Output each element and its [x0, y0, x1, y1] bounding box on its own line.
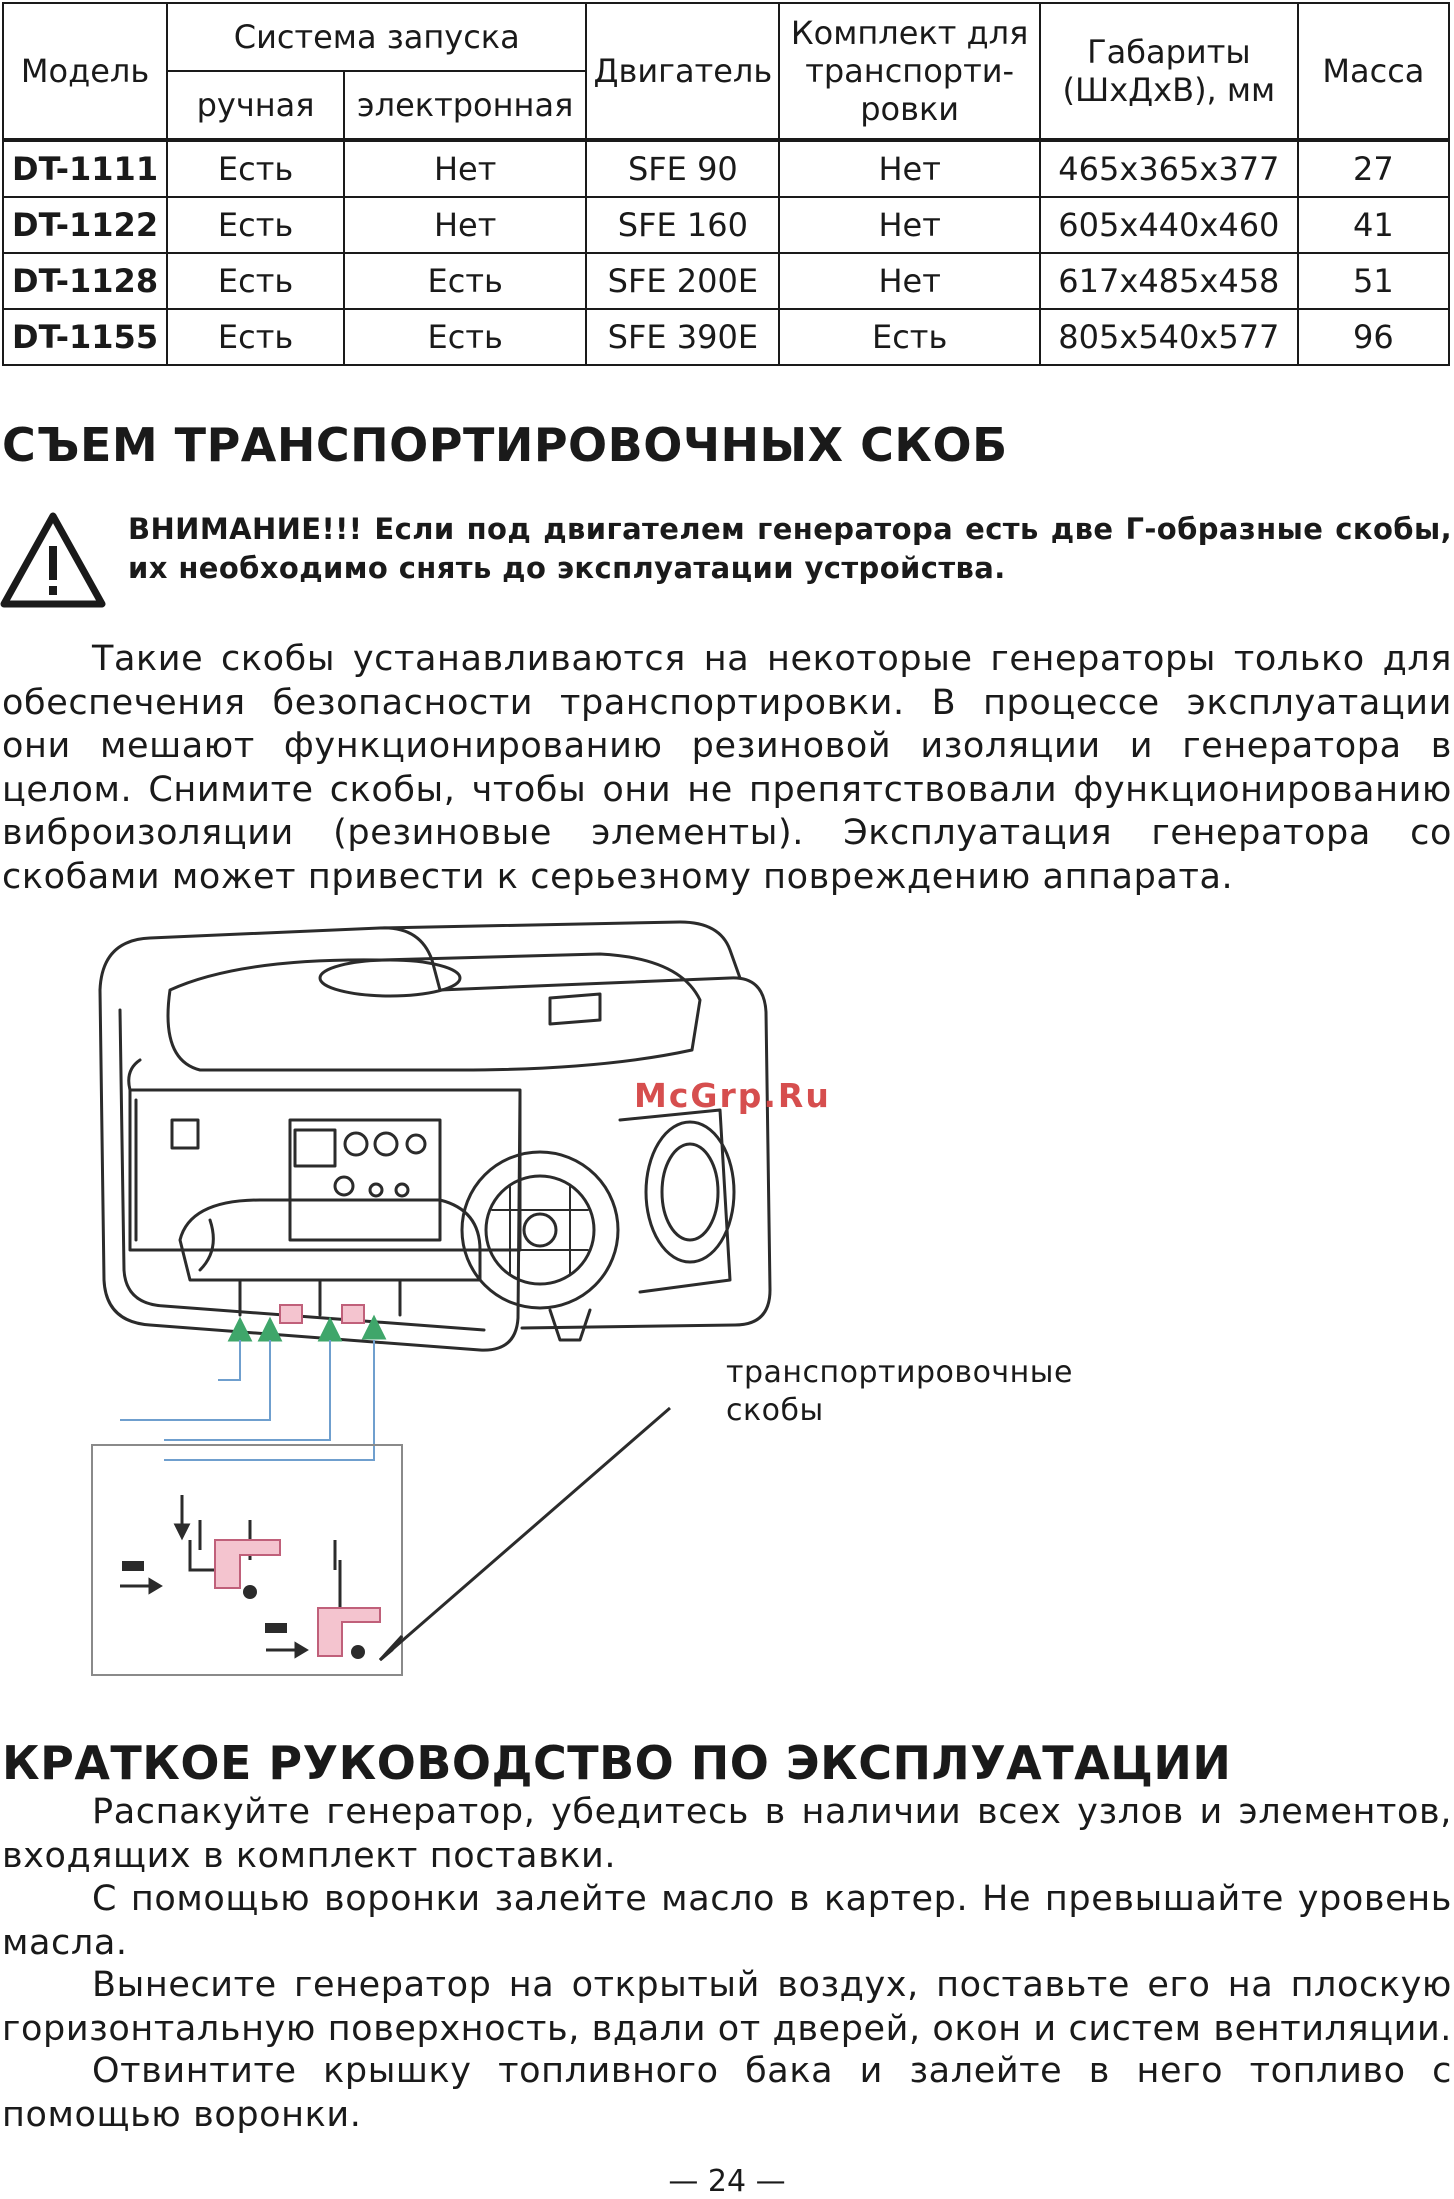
header-model: Модель — [3, 3, 167, 140]
generator-drawing — [80, 920, 1060, 1700]
warning-text: ВНИМАНИЕ!!! Если под двигателем генератора есть две Г-образные скобы, их необходимо снять до эксплуатации устройства. — [128, 512, 1452, 585]
cell-manual: Есть — [167, 309, 344, 365]
header-manual: ручная — [167, 71, 344, 140]
guide-paragraph-3 — [2, 1964, 1452, 2051]
cell-model: DT-1128 — [3, 253, 167, 309]
section-title-quick-guide: КРАТКОЕ РУКОВОДСТВО ПО ЭКСПЛУАТАЦИИ — [2, 1736, 1232, 1790]
cell-electronic: Есть — [344, 309, 586, 365]
warning-block — [0, 510, 1454, 615]
guide-paragraph-2-text: С помощью воронки залейте масло в картер. Не превышайте уровень масла. — [2, 1879, 1452, 1963]
figure-caption-line1: транспортировочные — [726, 1355, 1073, 1390]
table-header-row — [3, 3, 1449, 71]
header-transport-kit — [779, 3, 1040, 140]
cell-manual: Есть — [167, 140, 344, 197]
table-row — [3, 309, 1449, 365]
header-start-system: Система запуска — [167, 3, 586, 71]
header-dimensions — [1040, 3, 1298, 140]
cell-engine: SFE 390E — [586, 309, 779, 365]
cell-transport-kit: Есть — [779, 309, 1040, 365]
cell-dimensions: 605x440x460 — [1040, 197, 1298, 253]
cell-electronic: Нет — [344, 140, 586, 197]
table-row — [3, 197, 1449, 253]
cell-mass: 51 — [1298, 253, 1449, 309]
figure-caption-line2: скобы — [726, 1393, 824, 1428]
header-dimensions-line2: (ШхДхВ), мм — [1062, 71, 1276, 109]
cell-engine: SFE 200E — [586, 253, 779, 309]
guide-paragraph-1-text: Распакуйте генератор, убедитесь в наличии всех узлов и элементов, входящих в комплект поставки. — [2, 1792, 1452, 1876]
bracket-paragraph-text: Такие скобы устанавливаются на некоторые генераторы только для обеспечения безопасности транспортировки. В процессе эксплуатации они мешают функционированию резиновой изоляции и генератора в целом. Снимите скобы, чтобы они не препятствовали функционированию виброизоляции (резиновые элементы). Эксплуатация генератора со скобами может привести к серьезному повреждению аппарата. — [2, 639, 1452, 897]
bracket-parts — [215, 1540, 380, 1656]
cell-dimensions: 465x365x377 — [1040, 140, 1298, 197]
warning-triangle-icon — [0, 510, 106, 610]
cell-model: DT-1122 — [3, 197, 167, 253]
cell-manual: Есть — [167, 253, 344, 309]
table-row — [3, 253, 1449, 309]
header-transport-kit-line3: ровки — [860, 90, 960, 128]
table-row — [3, 140, 1449, 197]
cell-electronic: Нет — [344, 197, 586, 253]
cell-dimensions: 617x485x458 — [1040, 253, 1298, 309]
header-transport-kit-line2: транспорти- — [805, 52, 1015, 90]
cell-engine: SFE 160 — [586, 197, 779, 253]
cell-dimensions: 805x540x577 — [1040, 309, 1298, 365]
header-transport-kit-line1: Комплект для — [790, 14, 1029, 52]
header-mass: Масса — [1298, 3, 1449, 140]
cell-transport-kit: Нет — [779, 253, 1040, 309]
guide-paragraph-2 — [2, 1878, 1452, 1965]
cell-model: DT-1111 — [3, 140, 167, 197]
bracket-inset-box — [92, 1445, 402, 1675]
guide-paragraph-4-text: Отвинтите крышку топливного бака и залейте в него топливо с помощью воронки. — [2, 2051, 1452, 2135]
watermark-text: McGrp.Ru — [634, 1076, 831, 1115]
guide-paragraph-1 — [2, 1791, 1452, 1878]
guide-paragraph-3-text: Вынесите генератор на открытый воздух, поставьте его на плоскую горизонтальную поверхность, вдали от дверей, окон и систем вентиляции. — [2, 1965, 1453, 2049]
cell-mass: 96 — [1298, 309, 1449, 365]
cell-mass: 27 — [1298, 140, 1449, 197]
header-electronic: электронная — [344, 71, 586, 140]
cell-manual: Есть — [167, 197, 344, 253]
cell-mass: 41 — [1298, 197, 1449, 253]
spec-table — [2, 2, 1450, 366]
cell-model: DT-1155 — [3, 309, 167, 365]
cell-electronic: Есть — [344, 253, 586, 309]
figure-caption — [726, 1354, 1073, 1430]
cell-engine: SFE 90 — [586, 140, 779, 197]
cell-transport-kit: Нет — [779, 140, 1040, 197]
generator-illustration — [80, 920, 1060, 1700]
header-dimensions-line1: Габариты — [1087, 33, 1251, 71]
bracket-paragraph — [2, 638, 1452, 899]
header-engine: Двигатель — [586, 3, 779, 140]
guide-paragraph-4 — [2, 2050, 1452, 2137]
section-title-bracket-removal: СЪЕМ ТРАНСПОРТИРОВОЧНЫХ СКОБ — [2, 418, 1008, 472]
cell-transport-kit: Нет — [779, 197, 1040, 253]
page-number: — 24 — — [668, 2164, 786, 2199]
